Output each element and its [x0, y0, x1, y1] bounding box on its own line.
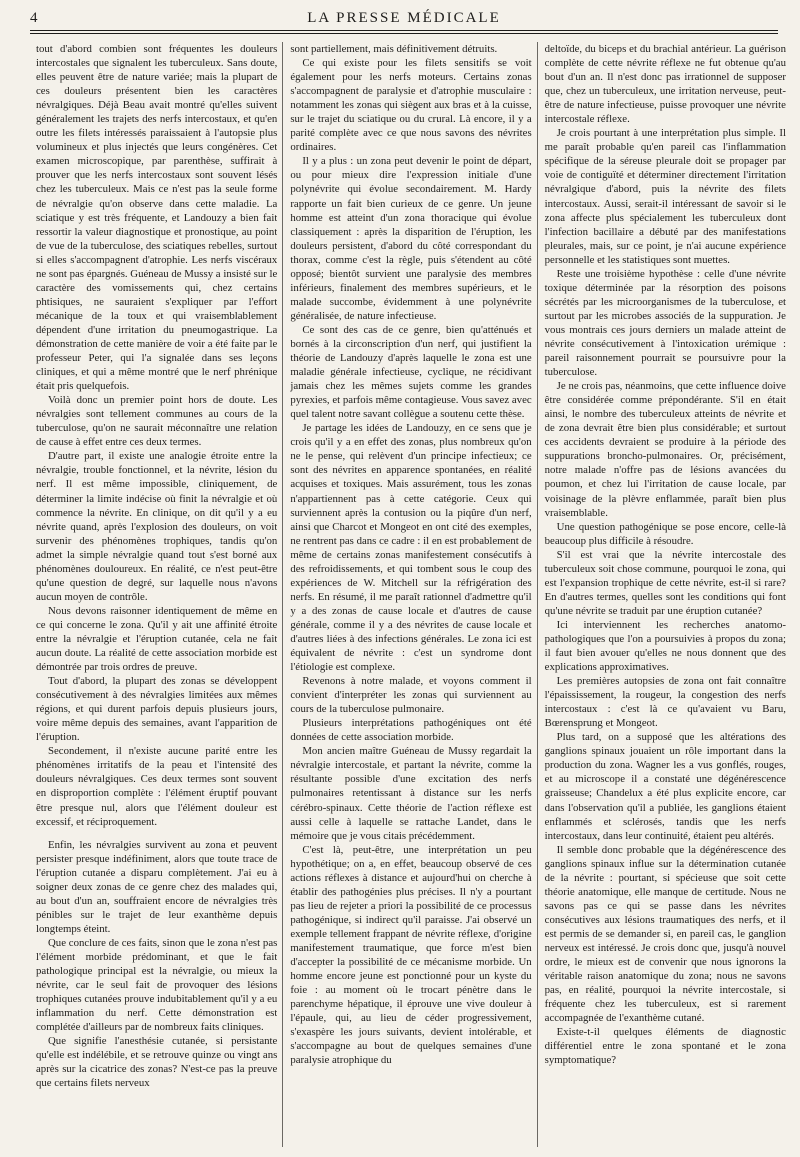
article-body [36, 42, 786, 1147]
paragraph: Ce sont des cas de ce genre, bien qu'atténués et bornés à la circonscription d'un nerf, qui justifient la théorie de Landouzy d'après laquelle le zona est une maladie générale infectieuse, cyclique, ne récidivant jamais chez les mêmes sujets comme les grandes pyrexies, et parfois même contagieuse. Vous savez avec quel talent notre savant collègue a soutenu cette thèse. [290, 323, 532, 421]
paragraph: deltoïde, du biceps et du brachial antérieur. La guérison complète de cette névrite réflexe ne fut obtenue qu'au bout d'un an. Il n'est donc pas irrationnel de supposer que, chez un tuberculeux, une irritation nerveuse, peut-être de nature infectieuse, puisse provoquer une névrite intercostale réflexe. [544, 43, 786, 126]
paragraph: Enfin, les névralgies survivent au zona et peuvent persister presque indéfiniment, alors que toute trace de l'éruption cutanée a disparu complètement. J'ai eu à soigner deux zonas de ce genre chez des malades qui, au bout d'un an, souffraient encore de névralgies très pénibles sur le trajet de leur exanthème depuis longtemps éteint. [36, 838, 278, 935]
paragraph: Plusieurs interprétations pathogéniques ont été données de cette association morbide. [290, 717, 532, 744]
paragraph: Que conclure de ces faits, sinon que le zona n'est pas l'élément morbide prédominant, et que le fait pathologique principal est la névralgie, ou mieux la névrite, car le seul fait de provoquer des lésions trophiques cutanées prouve indubitablement qu'il y a eu inflammation du nerf. Cette démonstration est complétée d'ailleurs par de nombreux faits cliniques. [36, 936, 278, 1034]
header-rule-thin [30, 33, 778, 34]
paragraph: Il semble donc probable que la dégénérescence des ganglions spinaux influe sur la détermination cutanée de la névrite : pourtant, si spécieuse que soit cette théorie anatomique, elle manque de certitude. Nous ne savons pas ce qui se passe dans les névrites consécutives aux lésions traumatiques des nerfs, et il est permis de se demander si, en pareil cas, le ganglion nerveux est intéressé. Je crois donc que, jusqu'à nouvel ordre, le mieux est de convenir que nous ignorons la véritable raison anatomique du zona; nous ne savons pas, en réalité, pourquoi la névrite intercostale, si fréquente chez les tuberculeux, est si rarement accompagnée de l'exanthème cutané. [544, 843, 786, 1025]
paragraph: Ce qui existe pour les filets sensitifs se voit également pour les nerfs moteurs. Certains zonas s'accompagnent de paralysie et d'atrophie musculaire : notamment les zonas qui siègent aux bras et à la cuisse, sur le trajet du sciatique ou du crural. Là encore, il y a parité complète avec ce que nous savons des névrites ordinaires. [290, 57, 532, 154]
journal-title: LA PRESSE MÉDICALE [307, 10, 501, 26]
text-column-3 [537, 42, 786, 1147]
paragraph: Existe-t-il quelques éléments de diagnostic différentiel entre le zona spontané et le zona symptomatique? [544, 1026, 786, 1067]
paragraph: Revenons à notre malade, et voyons comment il convient d'interpréter les zonas qui surviennent au cours de la tuberculose pulmonaire. [290, 675, 532, 716]
paragraph: D'autre part, il existe une analogie étroite entre la névralgie, trouble fonctionnel, et la névrite, lésion du nerf. Il est même impossible, cliniquement, de déterminer la limite indécise où finit la névralgie et où commence la névrite. En clinique, on dit qu'il y a eu névrite quand, après l'explosion des douleurs, on voit survenir des phénomènes trophiques, tandis qu'on admet la simple névralgie quand tout s'est borné aux phénomènes douloureux. En réalité, ce n'est peut-être qu'une question de degré, sur laquelle nous n'avons aucun moyen de contrôle. [36, 450, 278, 603]
paragraph: Ici interviennent les recherches anatomo-pathologiques que l'on a poursuivies à propos du zona; il faut bien avouer qu'elles ne nous donnent que des explications approximatives. [544, 618, 786, 674]
text-column-1 [36, 42, 277, 1147]
text-column-2 [282, 42, 531, 1147]
page-header [30, 6, 778, 28]
page-number: 4 [30, 10, 38, 26]
paragraph: Il y a plus : un zona peut devenir le point de départ, ou pour mieux dire l'expression initiale d'une polynévrite qui évolue secondairement. M. Hardy rapporte un fait bien curieux de ce genre. Un jeune homme est atteint d'un zona thoracique qui évolue classiquement : après la disparition de l'éruption, les douleurs persistent, d'abord du côté correspondant du thorax, comme c'est la règle, puis s'étendent au côté opposé; bientôt survient une paralysie des membres inférieurs, finalement des membres supérieurs, et le malade succombe, évidemment à une polynévrite généralisée, de nature infectieuse. [290, 155, 532, 322]
paragraph: sont partiellement, mais définitivement détruits. [290, 43, 498, 55]
paragraph: Que signifie l'anesthésie cutanée, si persistante qu'elle est indélébile, et se retrouve quinze ou vingt ans après sur la cicatrice des zonas? N'est-ce pas la preuve que certains filets nerveux [36, 1035, 278, 1090]
paragraph: Reste une troisième hypothèse : celle d'une névrite toxique déterminée par la résorption des poisons sécrétés par les microorganismes de la tuberculose, et surtout par les microbes associés de la suppuration. Je vous montrais ces jours derniers un malade atteint de névrite consécutivement à l'intoxication urémique : pareil raisonnement pourrait se poursuivre pour la tuberculose. [544, 267, 786, 379]
paragraph: Voilà donc un premier point hors de doute. Les névralgies sont tellement communes au cours de la tuberculose, qu'on ne saurait méconnaître une relation de cause à effet entre ces deux termes. [36, 394, 278, 449]
paragraph: Une question pathogénique se pose encore, celle-là beaucoup plus difficile à résoudre. [544, 520, 786, 547]
paragraph: Secondement, il n'existe aucune parité entre les phénomènes irritatifs de la peau et l'intensité des douleurs névralgiques. Ces deux termes sont souvent en disproportion complète : l'élément éruptif pouvant être presque nul, alors que l'élément douleur est excessif, et réciproquement. [36, 745, 278, 828]
paragraph: Mon ancien maître Guéneau de Mussy regardait la névralgie intercostale, et partant la névrite, comme la résultante possible d'une excitation des nerfs pulmonaires retentissant à distance sur les nerfs cérébro-spinaux. Cette théorie de l'action réflexe est aussi celle à laquelle se rattache Landet, dans le mémoire que je vous citais précédemment. [290, 745, 532, 842]
paragraph: Je crois pourtant à une interprétation plus simple. Il me paraît probable qu'en pareil cas l'inflammation spécifique de la séreuse pleurale doit se propager par voie de contiguïté et déterminer directement l'irritation névralgique d'abord, puis la névrite des filets intercostaux. Aussi, serait-il intéressant de savoir si le zona affecte plus spécialement les tuberculeux dont l'infection bacillaire a débuté par des manifestations pleurales, mais, sur ce point, je n'ai aucune expérience personnelle et les statistiques sont muettes. [544, 127, 786, 266]
paragraph: C'est là, peut-être, une interprétation un peu hypothétique; on a, en effet, beaucoup observé de ces actions réflexes à distance et aujourd'hui on cherche à établir des pathogénies plus précises. Il n'y a pourtant pas lieu de rejeter a priori la possibilité de ce processus pathogénique, si indirect qu'il paraisse. J'ai observé un exemple tellement frappant de névrite réflexe, d'origine manifestement traumatique, que force m'est bien d'accepter la possibilité de ce mécanisme morbide. Un homme encore jeune est ponctionné pour un kyste du foie : au moment où le trocart pénètre dans le parenchyme hépatique, il éprouve une vive douleur à l'épaule, qui, au lieu de céder progressivement, s'exaspère les jours suivants, devient intolérable, et s'accompagne au bout de quelques semaines d'une paralysie atrophique du [290, 843, 532, 1067]
paragraph: Les premières autopsies de zona ont fait connaître l'épaississement, la rougeur, la congestion des nerfs intercostaux : c'est là ce qu'avaient vu Baru, Bœrensprung et Mongeot. [544, 675, 786, 730]
paragraph: Je ne crois pas, néanmoins, que cette influence doive être considérée comme prépondérante. S'il en était ainsi, le nombre des tuberculeux atteints de névrite et de zona devrait être bien plus considérable; et surtout ces accidents devraient se produire à la période des suppurations broncho-pulmonaires. Or, précisément, notre malade n'offre pas de lésions avancées du poumon, et chez lui l'irritation de cause locale, par voisinage de la plèvre enflammée, paraît bien plus vraisemblable. [544, 380, 786, 519]
paragraph: Tout d'abord, la plupart des zonas se développent consécutivement à des névralgies limitées aux mêmes régions, et qui durent parfois depuis plusieurs jours, voire même depuis des semaines, avant l'apparition de l'éruption. [36, 675, 278, 744]
paragraph: S'il est vrai que la névrite intercostale des tuberculeux soit chose commune, pourquoi le zona, qui est l'expansion trophique de cette névrite, est-il si rare? En d'autres termes, quelles sont les conditions qui font qu'une névrite se traduit par une éruption cutanée? [544, 548, 786, 617]
header-rule [30, 30, 778, 31]
paragraph: Plus tard, on a supposé que les altérations des ganglions spinaux jouaient un rôle important dans la production du zona. Wagner les a vus gonflés, rouges, et au microscope il a constaté une dégénérescence graisseuse; Chandelux a été plus explicite encore, car dans l'observation qu'il a publiée, les ganglions étaient enflammés et sclérosés, tandis que les nerfs intercostaux, dans leur continuité, étaient peu altérés. [544, 731, 786, 842]
paragraph: Nous devons raisonner identiquement de même en ce qui concerne le zona. Qu'il y ait une affinité étroite entre la névralgie et l'éruption cutanée, cela ne fait aucun doute. La réalité de cette association morbide est démontrée par trois ordres de preuve. [36, 604, 278, 674]
paragraph: tout d'abord combien sont fréquentes les douleurs intercostales que signalent les tuberculeux. Sans doute, elles peuvent être de nature variée; mais la plupart de ces douleurs présentent bien les caractères névralgiques. Déjà Beau avait montré qu'elles suivent généralement les trajets des nerfs intercostaux, et qu'en outre les filets intéressés paraissaient à l'autopsie plus volumineux et plus injectés que leurs congénères. Cet examen microscopique, par parenthèse, suffirait à prouver que les nerfs intercostaux sont souvent lésés chez les tuberculeux. Mais ce n'est pas la seule forme de névralgie qu'on observe dans cette maladie. La sciatique y est très fréquente, et Landouzy a bien fait ressortir la valeur diagnostique et pronostique, au point de vue de la tuberculose, des sciatiques rebelles, surtout si elles s'accompagnent d'atrophie. Les nerfs viscéraux ne sont pas épargnés. Guéneau de Mussy a insisté sur le caractère des vomissements qui, chez certains phtisiques, ne sauraient s'expliquer par l'effort mécanique de la toux et qui vraisemblablement dépendent d'une irritation du pneumogastrique. La démonstration de cette manière de voir a été faite par le professeur Peter, qui l'a signalée dans ses leçons cliniques, et qui a même montré que le nerf phrénique était pris quelquefois. [36, 43, 278, 393]
paragraph: Je partage les idées de Landouzy, en ce sens que je crois qu'il y a en effet des zonas, plus nombreux qu'on ne le pense, qui relèvent d'un principe infectieux; ce sont des névrites en apparence spontanées, en réalité acquises et toxiques. Mais assurément, tous les zonas n'appartiennent pas à cette catégorie. Ceux qui surviennent après la contusion ou la piqûre d'un nerf, ainsi que Charcot et Mongeot en ont cité des exemples, ne rentrent pas dans ce cadre : il en est probablement de même de certains zonas manifestement consécutifs à des refroidissements, et qui tombent sous le coup des expériences de W. Mitchell sur la réfrigération des nerfs. En résumé, il me paraît rationnel d'admettre qu'il y a des zonas de cause locale et d'autres de cause générale, comme il y a des névrites de cause locale et d'autres liées à des infections générales. Le zona ici est équivalent de névrite : c'est un syndrome dont l'étiologie est complexe. [290, 422, 532, 674]
